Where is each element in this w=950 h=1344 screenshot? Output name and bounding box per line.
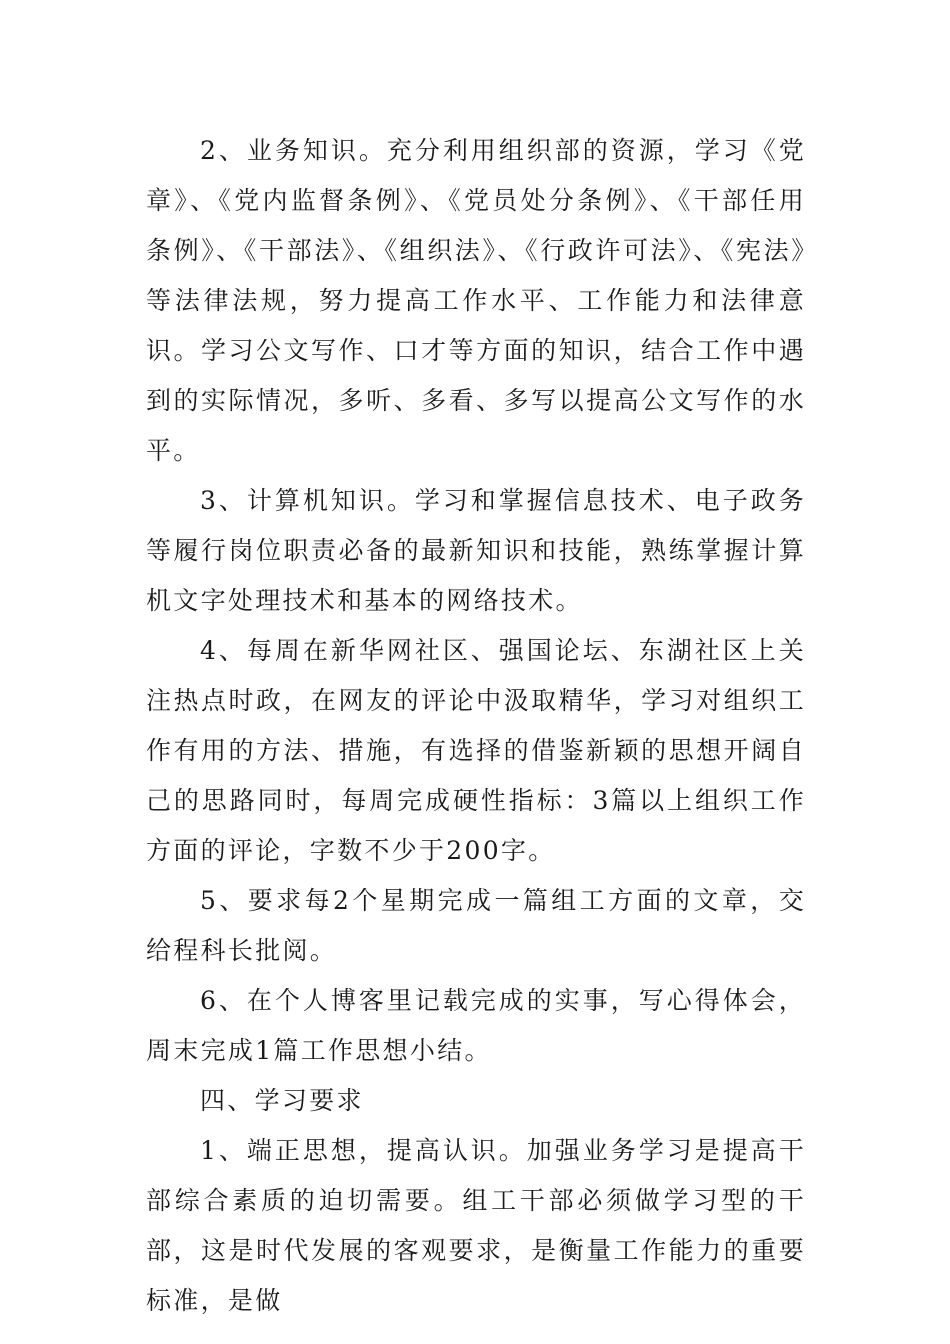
document-body (146, 126, 806, 1326)
paragraph-weekly-forum: 4、每周在新华网社区、强国论坛、东湖社区上关注热点时政，在网友的评论中汲取精华，学习对组织工作有用的方法、措施，有选择的借鉴新颖的思想开阔自己的思路同时，每周完成硬性指标：3篇以上组织工作方面的评论，字数不少于200字。 (146, 636, 806, 865)
paragraph-computer-knowledge: 3、计算机知识。学习和掌握信息技术、电子政务等履行岗位职责必备的最新知识和技能，熟练掌握计算机文字处理技术和基本的网络技术。 (146, 486, 806, 615)
paragraph-biweekly-article: 5、要求每2个星期完成一篇组工方面的文章，交给程科长批阅。 (146, 886, 806, 965)
section-heading-study-requirements: 四、学习要求 (200, 1086, 364, 1115)
paragraph-business-knowledge: 2、业务知识。充分利用组织部的资源，学习《党章》、《党内监督条例》、《党员处分条例》、《干部任用条例》、《干部法》、《组织法》、《行政许可法》、《宪法》等法律法规，努力提高工作水平、工作能力和法律意识。学习公文写作、口才等方面的知识，结合工作中遇到的实际情况，多听、多看、多写以提高公文写作的水平。 (146, 136, 806, 465)
paragraph-personal-blog: 6、在个人博客里记载完成的实事，写心得体会，周末完成1篇工作思想小结。 (146, 986, 806, 1065)
paragraph-correct-thinking: 1、端正思想，提高认识。加强业务学习是提高干部综合素质的迫切需要。组工干部必须做学习型的干部，这是时代发展的客观要求，是衡量工作能力的重要标准，是做 (146, 1136, 806, 1315)
